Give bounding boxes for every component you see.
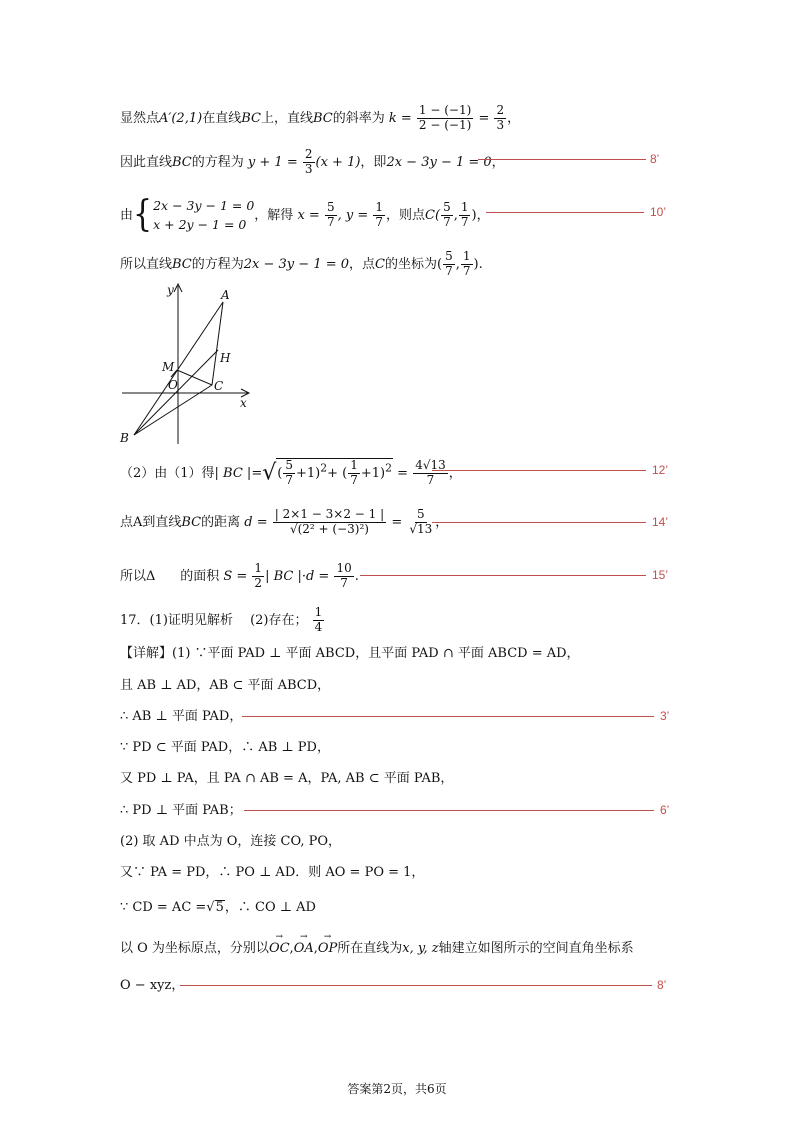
text: 的方程为 <box>191 256 244 272</box>
text: ∵ CD = AC = <box>120 900 207 915</box>
denominator: 3 <box>304 161 313 176</box>
text: 的面积 <box>180 568 220 584</box>
text: 所在直线为 <box>337 941 403 956</box>
numerator: 1 <box>462 249 471 263</box>
text: 因此直线 <box>120 154 173 170</box>
score-line <box>360 575 646 576</box>
text: 的距离 <box>201 514 241 530</box>
text: 点A到直线 <box>120 514 182 530</box>
denominator: 4 <box>314 619 323 634</box>
math: , y = <box>337 207 369 223</box>
denominator: 7 <box>443 214 451 229</box>
score-mark: 12’ <box>652 463 669 477</box>
fraction <box>325 201 337 230</box>
label-y: y <box>167 283 174 297</box>
score-mark: 8’ <box>650 152 660 166</box>
fraction <box>348 459 360 488</box>
label-C: C <box>214 379 224 393</box>
math: S = <box>223 568 248 584</box>
vector-oc: → OC <box>269 942 290 955</box>
text: ， <box>507 110 521 126</box>
score-mark: 14’ <box>652 515 669 529</box>
line-detail-1: 【详解】(1) ∵平面 PAD ⊥ 平面 ABCD，且平面 PAD ∩ 平面 ABCD = AD， <box>120 646 580 661</box>
math: A′(2,1) <box>159 110 203 126</box>
line-distance <box>120 508 448 537</box>
fraction <box>252 562 264 591</box>
text: 显然点 <box>120 110 160 126</box>
vector-op: → OP <box>318 942 337 955</box>
fraction <box>283 459 295 488</box>
line-system <box>120 193 490 236</box>
line-slope <box>120 104 520 133</box>
line-detail-10: 以 O 为坐标原点，分别以→ OC,→ OA,→ OP所在直线为x, y, z轴建立如图所示的空间直角坐标系 <box>120 942 634 955</box>
text: ， <box>476 207 490 223</box>
fraction <box>441 201 453 230</box>
math: 2x − 3y − 1 = 0 <box>243 256 350 272</box>
math: , <box>455 256 460 272</box>
text: ， <box>435 514 449 530</box>
line-detail-8: 又∵ PA = PD，∴ PO ⊥ AD．则 AO = PO = 1， <box>120 865 425 880</box>
math: = <box>478 110 490 126</box>
score-mark: 10’ <box>650 205 667 219</box>
fraction <box>273 508 386 537</box>
label-H: H <box>220 351 231 365</box>
text: 的方程为 <box>191 154 244 170</box>
numerator: 5 <box>285 458 293 472</box>
math: ( <box>277 465 283 481</box>
score-line <box>432 522 646 523</box>
math: | BC |·d = <box>265 568 330 584</box>
text: 轴建立如图所示的空间直角坐标系 <box>438 941 634 956</box>
numerator: 10 <box>336 561 352 575</box>
fraction <box>407 508 434 537</box>
score-line <box>432 470 646 471</box>
fraction <box>443 250 455 279</box>
math: +1) <box>360 465 386 481</box>
denominator: 7 <box>350 472 358 487</box>
score-mark: 6’ <box>660 803 670 817</box>
numerator: 5 <box>445 249 453 263</box>
line-detail-9 <box>120 900 316 914</box>
denominator: 7 <box>462 263 471 278</box>
text: 所以Δ <box>120 568 156 584</box>
line-detail-5: 又 PD ⊥ PA，且 PA ∩ AB = A，PA, AB ⊂ 平面 PAB， <box>120 771 454 786</box>
sqrt-body: 5 <box>215 900 224 915</box>
math: y + 1 = <box>247 154 298 170</box>
line-detail-11: O − xyz， <box>120 978 185 993</box>
math: = <box>397 465 409 481</box>
score-mark: 15’ <box>652 568 669 582</box>
line-detail-2: 且 AB ⊥ AD，AB ⊂ 平面 ABCD， <box>120 678 331 693</box>
line-detail-3: ∴ AB ⊥ 平面 PAD， <box>120 709 243 724</box>
sqrt-sign: √ <box>206 900 215 915</box>
numerator: 5 <box>326 200 335 215</box>
math: = <box>391 514 403 530</box>
math: x, y, z <box>402 941 439 956</box>
text: 的坐标为 <box>384 256 437 272</box>
fraction <box>373 201 385 230</box>
math: 2x − 3y − 1 = 0 <box>386 154 492 170</box>
denominator: 7 <box>326 214 335 229</box>
score-line <box>244 810 654 811</box>
fraction <box>494 104 506 133</box>
numerator: 5 <box>417 507 425 521</box>
fraction <box>334 562 353 591</box>
page-footer: 答案第2页，共6页 <box>347 1082 447 1096</box>
math: BC <box>181 514 202 530</box>
math: + ( <box>327 465 348 481</box>
label-x: x <box>240 396 247 410</box>
fraction <box>313 606 325 635</box>
denominator: √(2² + (−3)²) <box>289 521 369 536</box>
text: ，∴ CO ⊥ AD <box>224 900 316 915</box>
math: k = <box>388 110 412 126</box>
math: BC <box>172 256 192 272</box>
equation-system <box>153 196 254 235</box>
numerator: 2 <box>496 103 505 117</box>
label-M: M <box>162 360 175 374</box>
fraction <box>303 148 315 177</box>
text: ，解得 <box>254 207 294 223</box>
text: . <box>354 568 359 584</box>
text: 所以直线 <box>120 256 173 272</box>
text: 的斜率为 <box>332 110 385 126</box>
sqrt-sign: √ <box>262 460 277 486</box>
denominator: 7 <box>340 575 348 590</box>
fraction <box>461 250 473 279</box>
numerator: 1 − (−1) <box>418 103 472 117</box>
math: BC <box>312 110 333 126</box>
fraction <box>459 201 471 230</box>
denominator: √13 <box>409 521 433 536</box>
text: ， <box>448 465 462 481</box>
line-detail-7: (2) 取 AD 中点为 O，连接 CO, PO， <box>120 834 342 849</box>
equation: 2x − 3y − 1 = 0 <box>153 198 255 213</box>
sqrt-body <box>276 458 393 488</box>
denominator: 2 <box>254 575 263 590</box>
numerator: 1 <box>254 561 263 575</box>
text: 上，直线 <box>260 110 313 126</box>
line-length-bc <box>120 458 462 488</box>
segment-MC <box>177 370 212 385</box>
math: x = <box>297 207 320 223</box>
score-mark: 8’ <box>657 978 667 992</box>
text: 17．(1)证明见解析 (2)存在； <box>120 612 308 628</box>
denominator: 2 − (−1) <box>418 117 472 132</box>
math: ( <box>437 256 443 272</box>
equation: x + 2y − 1 = 0 <box>153 217 247 233</box>
numerator: 1 <box>460 200 469 215</box>
denominator: 7 <box>285 472 293 487</box>
text: ，则点 <box>386 207 426 223</box>
math: d = <box>244 514 268 530</box>
math: | BC |= <box>214 465 263 481</box>
math: , <box>453 207 458 223</box>
label-B: B <box>120 431 129 445</box>
score-line <box>478 159 646 160</box>
coordinate-figure <box>110 280 260 448</box>
math: (x + 1) <box>315 154 361 170</box>
exponent: 2 <box>320 461 328 475</box>
text: 以 O 为坐标原点，分别以 <box>120 941 269 956</box>
line-detail-4: ∵ PD ⊂ 平面 PAD，∴ AB ⊥ PD， <box>120 740 330 755</box>
denominator: 3 <box>496 117 505 132</box>
vector-oa: → OA <box>294 942 314 955</box>
denominator: 7 <box>426 472 435 487</box>
fraction <box>413 459 448 488</box>
score-mark: 3’ <box>660 709 670 723</box>
denominator: 7 <box>445 263 453 278</box>
score-line <box>242 716 654 717</box>
numerator: | 2×1 − 3×2 − 1 | <box>274 507 385 521</box>
math: ) <box>471 207 477 223</box>
label-O: O <box>168 378 178 392</box>
score-line <box>486 212 644 213</box>
math: C( <box>425 207 441 223</box>
score-line <box>180 985 652 986</box>
fraction <box>417 104 473 133</box>
line-equation <box>120 148 505 177</box>
math: +1) <box>295 465 321 481</box>
text: ，点 <box>349 256 376 272</box>
line-area <box>120 562 359 591</box>
text: 由 <box>120 207 134 223</box>
denominator: 7 <box>460 214 469 229</box>
segment-AC <box>212 302 223 385</box>
line-q17-answer <box>120 606 325 635</box>
numerator: 5 <box>443 200 451 215</box>
brace: { <box>133 193 153 236</box>
line-conclusion <box>120 250 483 279</box>
line-detail-6: ∴ PD ⊥ 平面 PAB； <box>120 803 242 818</box>
denominator: 7 <box>375 214 384 229</box>
label-A: A <box>221 288 230 302</box>
text: ， <box>491 154 505 170</box>
text: ，即 <box>360 154 387 170</box>
numerator: 2 <box>304 147 313 161</box>
math: BC <box>172 154 192 170</box>
math: BC <box>241 110 261 126</box>
math: ). <box>473 256 483 272</box>
math: C <box>375 256 385 272</box>
text: 在直线 <box>202 110 242 126</box>
numerator: 4√13 <box>415 458 446 472</box>
text: （2）由（1）得 <box>120 465 215 481</box>
exponent: 2 <box>385 461 392 475</box>
numerator: 1 <box>350 458 358 472</box>
numerator: 1 <box>314 605 323 619</box>
numerator: 1 <box>375 200 384 215</box>
